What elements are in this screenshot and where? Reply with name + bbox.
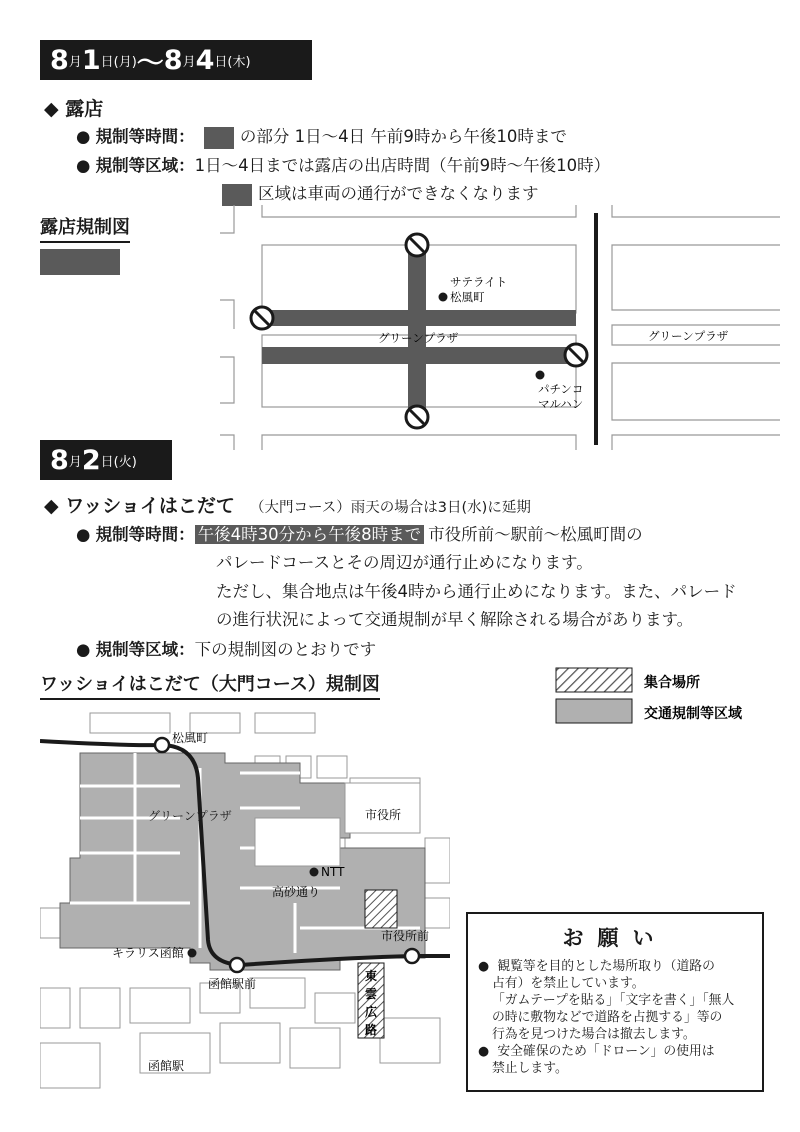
month-unit-2: 月 bbox=[182, 54, 196, 70]
area-line-1 bbox=[76, 152, 610, 176]
no-entry-icon bbox=[251, 307, 273, 329]
tilde: 〜 bbox=[136, 47, 164, 79]
gathering-area bbox=[365, 890, 397, 928]
event-title-1: 露店 bbox=[65, 98, 104, 120]
city-hall-label: 市役所 bbox=[365, 808, 402, 822]
ntt-label: NTT bbox=[321, 865, 345, 879]
location-dot bbox=[439, 293, 448, 302]
time-text-1: の部分 1日〜4日 午前9時から午後10時まで bbox=[239, 127, 567, 146]
month-unit-1: 月 bbox=[68, 54, 82, 70]
area-label-2: 規制等区域： bbox=[95, 640, 195, 659]
legend-gathering-label: 集合場所 bbox=[644, 675, 700, 691]
gray-legend-swatch bbox=[40, 249, 120, 275]
green-plaza-label: グリーンプラザ bbox=[648, 329, 729, 343]
block-outline bbox=[262, 205, 576, 217]
block-outline bbox=[612, 435, 780, 450]
area-line-2 bbox=[76, 636, 376, 660]
bullet-icon: ● bbox=[76, 127, 96, 146]
satellite-label: サテライト bbox=[450, 275, 508, 289]
legend-area-label: 交通規制等区域 bbox=[644, 706, 742, 722]
location-dot bbox=[188, 949, 197, 958]
notice-text: 禁止します。 bbox=[492, 1061, 568, 1076]
pachinko-label: パチンコ bbox=[538, 382, 584, 396]
date-banner-2 bbox=[40, 440, 172, 480]
higashi-kumo-label: 雲 bbox=[365, 987, 378, 1001]
time-text-2d: の進行状況によって交通規制が早く解除される場合があります。 bbox=[216, 610, 694, 629]
notice-box bbox=[466, 912, 764, 1092]
time-label-2: 規制等時間： bbox=[95, 525, 195, 544]
pachinko-label: マルハン bbox=[538, 397, 584, 411]
date-banner-1 bbox=[40, 40, 312, 80]
hakodate-station-label: 函館駅 bbox=[148, 1059, 185, 1073]
bullet-icon: ● bbox=[76, 156, 96, 175]
higashi-kumo-label: 東 bbox=[365, 969, 378, 983]
higashi-kumo-label: 広 bbox=[365, 1005, 378, 1019]
city-block bbox=[255, 818, 340, 866]
day-2: 4 bbox=[195, 44, 215, 76]
no-entry-icon bbox=[406, 234, 428, 256]
area-text-1: 1日〜4日までは露店の出店時間（午前9時〜午後10時） bbox=[194, 156, 611, 175]
day-unit-2: 日 bbox=[214, 54, 228, 70]
gray-area-swatch bbox=[556, 699, 632, 723]
notice-text: 占有）を禁止しています。 bbox=[492, 976, 645, 991]
street-stall-map bbox=[220, 205, 780, 450]
bullet-icon: ● bbox=[76, 640, 96, 659]
station-marker bbox=[155, 738, 169, 752]
higashi-kumo-label: 路 bbox=[365, 1023, 378, 1037]
takasago-label: 高砂通り bbox=[272, 885, 321, 899]
weekday-2: (木) bbox=[227, 54, 251, 70]
kiraris-label: キラリス函館 bbox=[112, 946, 184, 960]
time-label-1: 規制等時間： bbox=[95, 127, 195, 146]
diamond-icon: ◆ bbox=[44, 98, 66, 120]
area-note-1: 区域は車両の通行ができなくなります bbox=[258, 184, 539, 203]
month-2: 8 bbox=[163, 44, 183, 76]
area-label-1: 規制等区域： bbox=[95, 156, 195, 175]
station-marker bbox=[405, 949, 419, 963]
block-outline bbox=[612, 205, 780, 217]
no-entry-icon bbox=[406, 406, 428, 428]
map-title-2: ワッショイはこだて（大門コース）規制図 bbox=[40, 670, 380, 700]
block-outline bbox=[220, 300, 234, 329]
event-heading-2 bbox=[44, 491, 531, 518]
parade-map bbox=[40, 708, 450, 1090]
month-1: 8 bbox=[50, 44, 69, 76]
weekday: (火) bbox=[113, 454, 137, 470]
event-title-2: ワッショイはこだて bbox=[65, 495, 235, 517]
station-marker bbox=[230, 958, 244, 972]
bullet-icon: ● bbox=[478, 959, 498, 974]
time-highlight-2: 午後4時30分から午後8時まで bbox=[195, 525, 425, 544]
event-note-2: （大門コース）雨天の場合は3日(水)に延期 bbox=[250, 500, 531, 516]
day-unit-1: 日 bbox=[100, 54, 114, 70]
no-entry-icon bbox=[565, 344, 587, 366]
block-outline bbox=[220, 435, 234, 450]
block-outline bbox=[262, 435, 576, 450]
station-label: 市役所前 bbox=[381, 929, 430, 943]
block-outline bbox=[220, 205, 234, 233]
notice-text: 安全確保のため「ドローン」の使用は bbox=[497, 1044, 715, 1059]
map-title-1: 露店規制図 bbox=[40, 213, 130, 243]
time-line-2 bbox=[76, 521, 643, 545]
block-outline bbox=[220, 357, 234, 403]
block-outline bbox=[612, 245, 780, 310]
diamond-icon: ◆ bbox=[44, 495, 66, 517]
month-unit: 月 bbox=[68, 454, 82, 470]
legend bbox=[552, 664, 782, 726]
day-unit: 日 bbox=[100, 454, 114, 470]
day: 2 bbox=[81, 444, 101, 476]
day-1: 1 bbox=[81, 44, 101, 76]
notice-title: お願い bbox=[562, 926, 668, 950]
station-label: 松風町 bbox=[172, 731, 209, 745]
area-text-2: 下の規制図のとおりです bbox=[194, 640, 377, 659]
time-text-2b: パレードコースとその周辺が通行止めになります。 bbox=[216, 553, 593, 572]
green-plaza-label: グリーンプラザ bbox=[378, 331, 459, 345]
notice-text: 「ガムテープを貼る」「文字を書く」「無人 bbox=[492, 993, 735, 1008]
station-label: 函館駅前 bbox=[208, 977, 257, 991]
satellite-label: 松風町 bbox=[450, 290, 485, 304]
notice-text: の時に敷物などで道路を占拠する」等の bbox=[492, 1010, 723, 1025]
gray-swatch bbox=[222, 184, 252, 206]
hatched-swatch bbox=[556, 668, 632, 692]
area-note-line-1 bbox=[222, 180, 539, 206]
location-dot bbox=[310, 868, 319, 877]
block-outline bbox=[612, 363, 780, 420]
notice-item-2 bbox=[478, 1043, 752, 1060]
weekday-1: (月) bbox=[113, 54, 137, 70]
month: 8 bbox=[50, 444, 69, 476]
bullet-icon: ● bbox=[478, 1044, 498, 1059]
notice-text: 観覧等を目的とした場所取り（道路の bbox=[497, 959, 715, 974]
event-heading-1 bbox=[44, 94, 103, 121]
gray-swatch bbox=[204, 127, 234, 149]
bullet-icon: ● bbox=[76, 525, 96, 544]
time-line-1 bbox=[76, 123, 567, 149]
location-dot bbox=[536, 371, 545, 380]
notice-item-1 bbox=[478, 958, 752, 975]
green-plaza-label: グリーンプラザ bbox=[148, 809, 232, 823]
time-text-2a: 市役所前〜駅前〜松風町間の bbox=[428, 525, 643, 544]
notice-text: 行為を見つけた場合は撤去します。 bbox=[492, 1027, 696, 1042]
time-text-2c: ただし、集合地点は午後4時から通行止めになります。また、パレード bbox=[216, 582, 737, 601]
